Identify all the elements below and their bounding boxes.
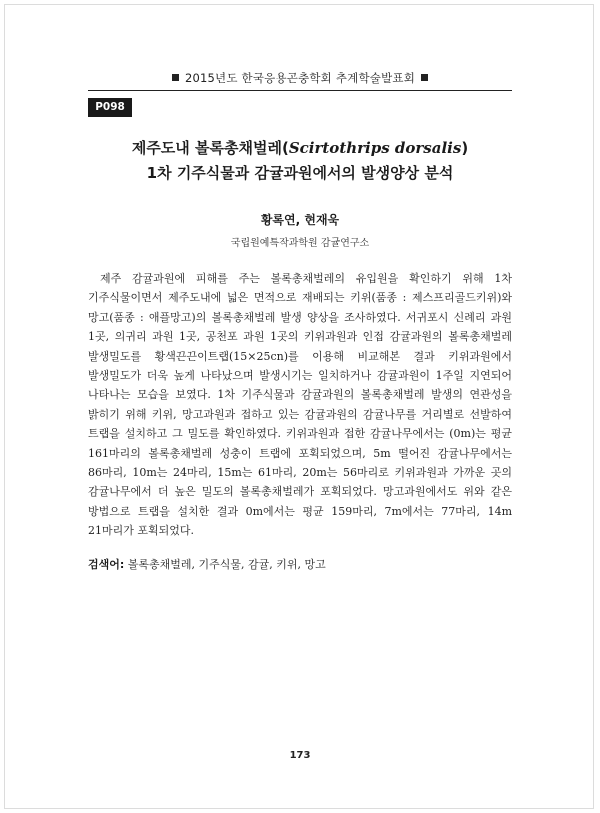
header-rule [88, 90, 512, 91]
paper-id-badge: P098 [88, 98, 132, 117]
authors: 황록연, 현재욱 [260, 213, 340, 227]
title-suffix: ) [461, 139, 469, 157]
title-line-1 [88, 136, 512, 161]
paper-title [88, 136, 512, 186]
square-bullet-icon [421, 74, 428, 81]
title-line-2: 1차 기주식물과 감귤과원에서의 발생양상 분석 [146, 164, 454, 182]
title-prefix: 제주도내 볼록총채벌레( [131, 139, 289, 157]
title-scientific-name: Scirtothrips dorsalis [288, 139, 462, 157]
square-bullet-icon [172, 74, 179, 81]
keywords-label: 검색어: [88, 558, 125, 571]
abstract-body: 제주 감귤과원에 피해를 주는 볼록총채벌레의 유입원을 확인하기 위해 1차 기주식물이면서 제주도내에 넓은 면적으로 재배되는 키위(품종 : 제스프리골드키위)와 망고(품종 : 애플망고)의 볼록총채벌레 발생 양상을 조사하였다. 서귀포시 신례리 과원 1곳, 의귀리 과원 1곳, 공천포 과원 1곳의 키위과원과 인접 감귤과원의 볼록총채벌레 발생밀도를 황색끈끈이트랩(15×25cn)를 이용해 비교해본 결과 키위과원에서 발생밀도가 더욱 높게 나타났으며 발생시기는 일치하거나 감귤과원이 1주일 지연되어 나타나는 모습을 보였다. 1차 기주식물과 감귤과원의 볼록총채벌레 발생의 연관성을 밝히기 위해 키위, 망고과원과 접하고 있는 감귤과원의 감귤나무를 거리별로 선발하여 트랩을 설치하고 그 밀도를 확인하였다. 키위과원과 접한 감귤나무에서는 (0m)는 평균 161마리의 볼록총채벌레 성충이 트랩에 포획되었으며, 5m 떨어진 감귤나무에서는 86마리, 10m는 24마리, 15m는 61마리, 20m는 56마리로 키위과원과 가까운 곳의 감귤나무에서 더 높은 밀도의 볼록총채벌레가 포획되었다. 망고과원에서도 위와 같은 방법으로 트랩을 설치한 결과 0m에서는 평균 159마리, 7m에서는 77마리, 14m 21마리가 포획되었다. [88, 272, 512, 538]
keywords-list: 볼록총채벌레, 기주식물, 감귤, 키위, 망고 [127, 558, 326, 571]
keywords [88, 556, 512, 574]
running-header [88, 70, 512, 86]
affiliation: 국립원예특작과학원 감귤연구소 [230, 238, 370, 249]
page-number: 173 [289, 750, 311, 761]
running-header-text: 2015년도 한국응용곤충학회 추계학술발표회 [184, 71, 416, 85]
